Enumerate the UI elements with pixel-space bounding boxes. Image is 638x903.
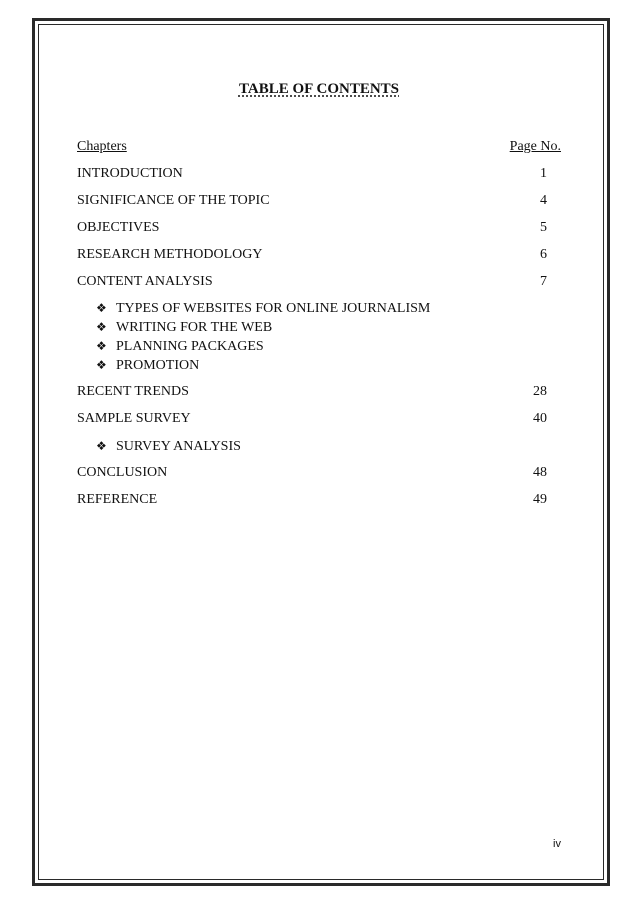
toc-entry-page: 28: [533, 384, 547, 399]
toc-entry: [77, 245, 561, 265]
toc-entry-label: OBJECTIVES: [77, 220, 160, 235]
toc-entry-page: 4: [540, 193, 547, 208]
page-number: iv: [553, 838, 561, 850]
toc-entry-page: 1: [540, 166, 547, 181]
toc-subitem-label: WRITING FOR THE WEB: [116, 320, 273, 335]
page-no-heading: Page No.: [509, 139, 561, 154]
toc-entry-label: RECENT TRENDS: [77, 384, 189, 399]
toc-subitem-label: SURVEY ANALYSIS: [116, 439, 241, 454]
toc-subitem: [96, 337, 264, 356]
toc-header: [77, 137, 561, 157]
toc-entry: [77, 272, 561, 292]
toc-entry-label: RESEARCH METHODOLOGY: [77, 247, 263, 262]
toc-entry-page: 7: [540, 274, 547, 289]
diamond-bullet-icon: ❖: [96, 439, 107, 453]
toc-entry-label: CONTENT ANALYSIS: [77, 274, 213, 289]
toc-subitem-label: PROMOTION: [116, 358, 200, 373]
toc-entry-label: CONCLUSION: [77, 465, 168, 480]
diamond-bullet-icon: ❖: [96, 320, 107, 334]
toc-entry: [77, 463, 561, 483]
diamond-bullet-icon: ❖: [96, 301, 107, 315]
toc-subitem: [96, 318, 272, 337]
toc-subitem: [96, 437, 241, 456]
toc-subitem-label: TYPES OF WEBSITES FOR ONLINE JOURNALISM: [116, 301, 431, 316]
toc-entry-label: INTRODUCTION: [77, 166, 183, 181]
page-title: TABLE OF CONTENTS: [238, 81, 400, 97]
toc-entry: [77, 382, 561, 402]
toc-entry: [77, 164, 561, 184]
toc-entry-page: 5: [540, 220, 547, 235]
toc-entry-label: REFERENCE: [77, 492, 158, 507]
diamond-bullet-icon: ❖: [96, 358, 107, 372]
toc-entry-page: 49: [533, 492, 547, 507]
chapters-heading: Chapters: [77, 139, 127, 154]
toc-subitem: [96, 356, 199, 375]
toc-entry-page: 40: [533, 411, 547, 426]
toc-entry-label: SIGNIFICANCE OF THE TOPIC: [77, 193, 270, 208]
diamond-bullet-icon: ❖: [96, 339, 107, 353]
toc-entry: [77, 490, 561, 510]
toc-entry-page: 6: [540, 247, 547, 262]
toc-entry: [77, 409, 561, 429]
toc-subitem-label: PLANNING PACKAGES: [116, 339, 264, 354]
toc-entry-page: 48: [533, 465, 547, 480]
toc-entry: [77, 218, 561, 238]
toc-subitem: [96, 299, 430, 318]
toc-entry: [77, 191, 561, 211]
toc-entry-label: SAMPLE SURVEY: [77, 411, 191, 426]
